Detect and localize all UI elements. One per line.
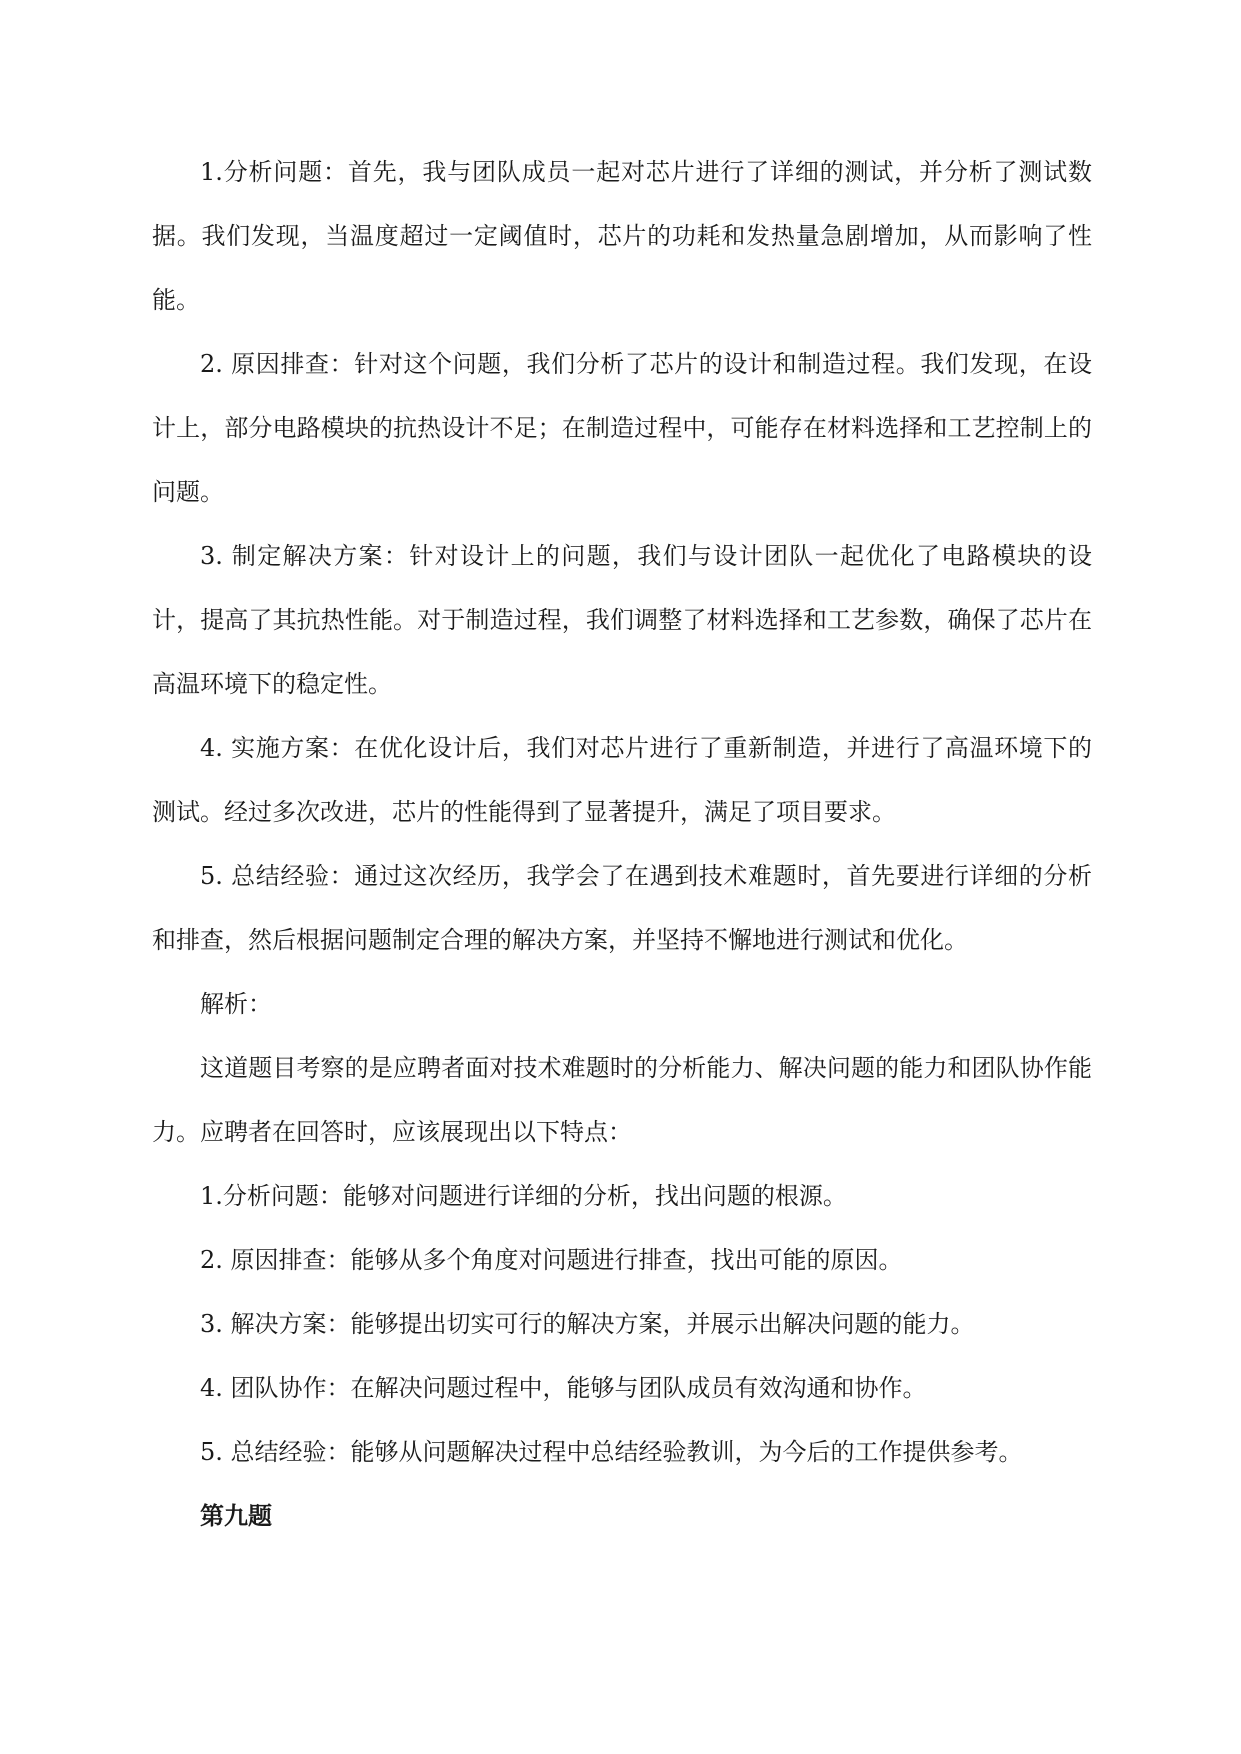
paragraph-trait-analysis: 1.分析问题：能够对问题进行详细的分析，找出问题的根源。 (200, 1182, 847, 1210)
document-body (152, 140, 1092, 1548)
paragraph-trait-investigation: 2. 原因排查：能够从多个角度对问题进行排查，找出可能的原因。 (200, 1246, 903, 1274)
paragraph-analysis-label: 解析： (200, 990, 272, 1018)
paragraph-trait-solution: 3. 解决方案：能够提出切实可行的解决方案，并展示出解决问题的能力。 (200, 1310, 975, 1338)
section-heading: 第九题 (200, 1502, 272, 1530)
paragraph-trait-summary: 5. 总结经验：能够从问题解决过程中总结经验教训，为今后的工作提供参考。 (200, 1438, 1023, 1466)
paragraph-solution-plan: 3. 制定解决方案：针对设计上的问题，我们与设计团队一起优化了电路模块的设计，提高了其抗热性能。对于制造过程，我们调整了材料选择和工艺参数，确保了芯片在高温环境下的稳定性。 (152, 542, 1092, 698)
paragraph-analysis-problem: 1.分析问题：首先，我与团队成员一起对芯片进行了详细的测试，并分析了测试数据。我们发现，当温度超过一定阈值时，芯片的功耗和发热量急剧增加，从而影响了性能。 (152, 158, 1092, 314)
paragraph-implementation: 4. 实施方案：在优化设计后，我们对芯片进行了重新制造，并进行了高温环境下的测试。经过多次改进，芯片的性能得到了显著提升，满足了项目要求。 (152, 734, 1092, 826)
paragraph-cause-investigation: 2. 原因排查：针对这个问题，我们分析了芯片的设计和制造过程。我们发现，在设计上，部分电路模块的抗热设计不足；在制造过程中，可能存在材料选择和工艺控制上的问题。 (152, 350, 1092, 506)
paragraph-trait-teamwork: 4. 团队协作：在解决问题过程中，能够与团队成员有效沟通和协作。 (200, 1374, 927, 1402)
paragraph-analysis-intro: 这道题目考察的是应聘者面对技术难题时的分析能力、解决问题的能力和团队协作能力。应聘者在回答时，应该展现出以下特点： (152, 1054, 1092, 1146)
paragraph-summary-experience: 5. 总结经验：通过这次经历，我学会了在遇到技术难题时，首先要进行详细的分析和排查，然后根据问题制定合理的解决方案，并坚持不懈地进行测试和优化。 (152, 862, 1092, 954)
